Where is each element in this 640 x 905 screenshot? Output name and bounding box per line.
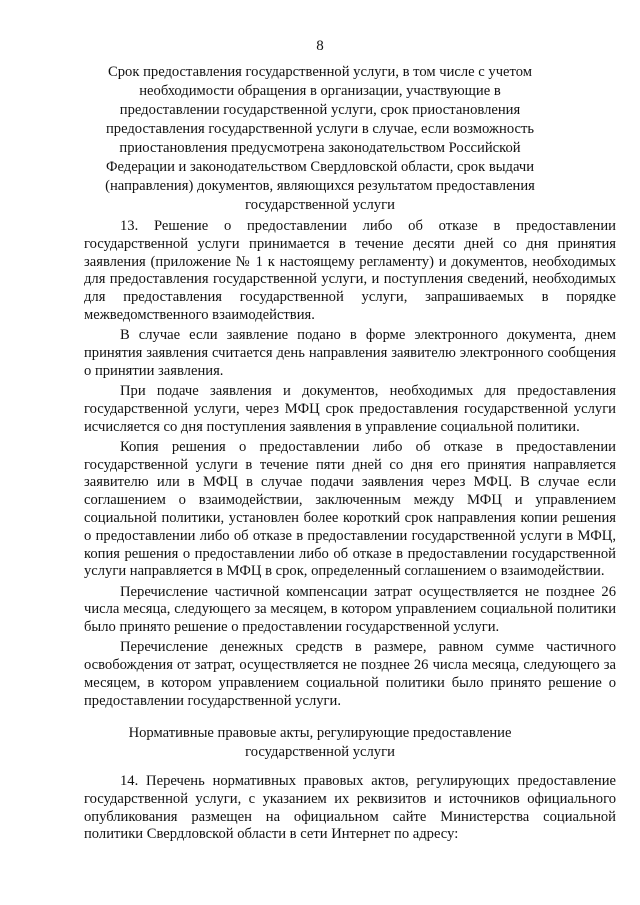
paragraph-mfc-submission: При подаче заявления и документов, необходимых для предоставления государственной услуги, через МФЦ срок предоставления государственной услуги исчисляется со дня поступления заявления в управление социальной политики. (84, 382, 616, 435)
paragraph-funds-transfer: Перечисление денежных средств в размере, равном сумме частичного освобождения от затрат, осуществляется не позднее 26 числа месяца, следующего за месяцем, в котором управлением социальной политики было принято решение о предоставлении государственной услуги. (84, 639, 616, 709)
paragraph-decision-copy: Копия решения о предоставлении либо об отказе в предоставлении государственной услуги в течение пяти дней со дня его принятия направляется заявителю или в МФЦ в случае подачи заявления через МФЦ. В случае если соглашением о взаимодействии, заключенным между МФЦ и управлением социальной политики, установлен более короткий срок направления копии решения о предоставлении либо об отказе в предоставлении государственной услуги в МФЦ, копия решения о предоставлении либо об отказе в предоставлении государственной услуги направляется в МФЦ в срок, определенный соглашением о взаимодействии. (84, 438, 616, 580)
section-heading-deadlines: Срок предоставления государственной услуги, в том числе с учетом необходимости обращения в организации, участвующие в предоставлении государственной услуги, срок приостановления предоставления государственной услуги в случае, если возможность приостановления предусмотрена законодательством Российской Федерации и законодательством Свердловской области, срок выдачи (направления) документов, являющихся результатом предоставления государственной услуги (105, 64, 535, 213)
section-body-legal-acts (84, 773, 616, 844)
paragraph-14: 14. Перечень нормативных правовых актов, регулирующих предоставление государственной услуги, с указанием их реквизитов и источников официального опубликования размещен на официальном сайте Министерства социальной политики Свердловской области в сети Интернет по адресу: (84, 773, 616, 843)
paragraph-electronic-application: В случае если заявление подано в форме электронного документа, днем принятия заявления считается день направления заявителю электронного сообщения о принятии заявления. (84, 327, 616, 379)
paragraph-compensation-transfer: Перечисление частичной компенсации затрат осуществляется не позднее 26 числа месяца, следующего за месяцем, в котором управлением социальной политики было принято решение о предоставлении государственной услуги. (84, 583, 616, 636)
paragraph-13: 13. Решение о предоставлении либо об отказе в предоставлении государственной услуги принимается в течение десяти дней со дня принятия заявления (приложение № 1 к настоящему регламенту) и документов, необходимых для предоставления государственной услуги, и поступления сведений, необходимых для предоставления государственной услуги, запрашиваемых в порядке межведомственного взаимодействия. (84, 218, 616, 323)
page-number: 8 (316, 38, 324, 54)
section-heading-legal-acts: Нормативные правовые акты, регулирующие предоставление государственной услуги (128, 725, 512, 760)
section-body-deadlines (84, 218, 616, 710)
